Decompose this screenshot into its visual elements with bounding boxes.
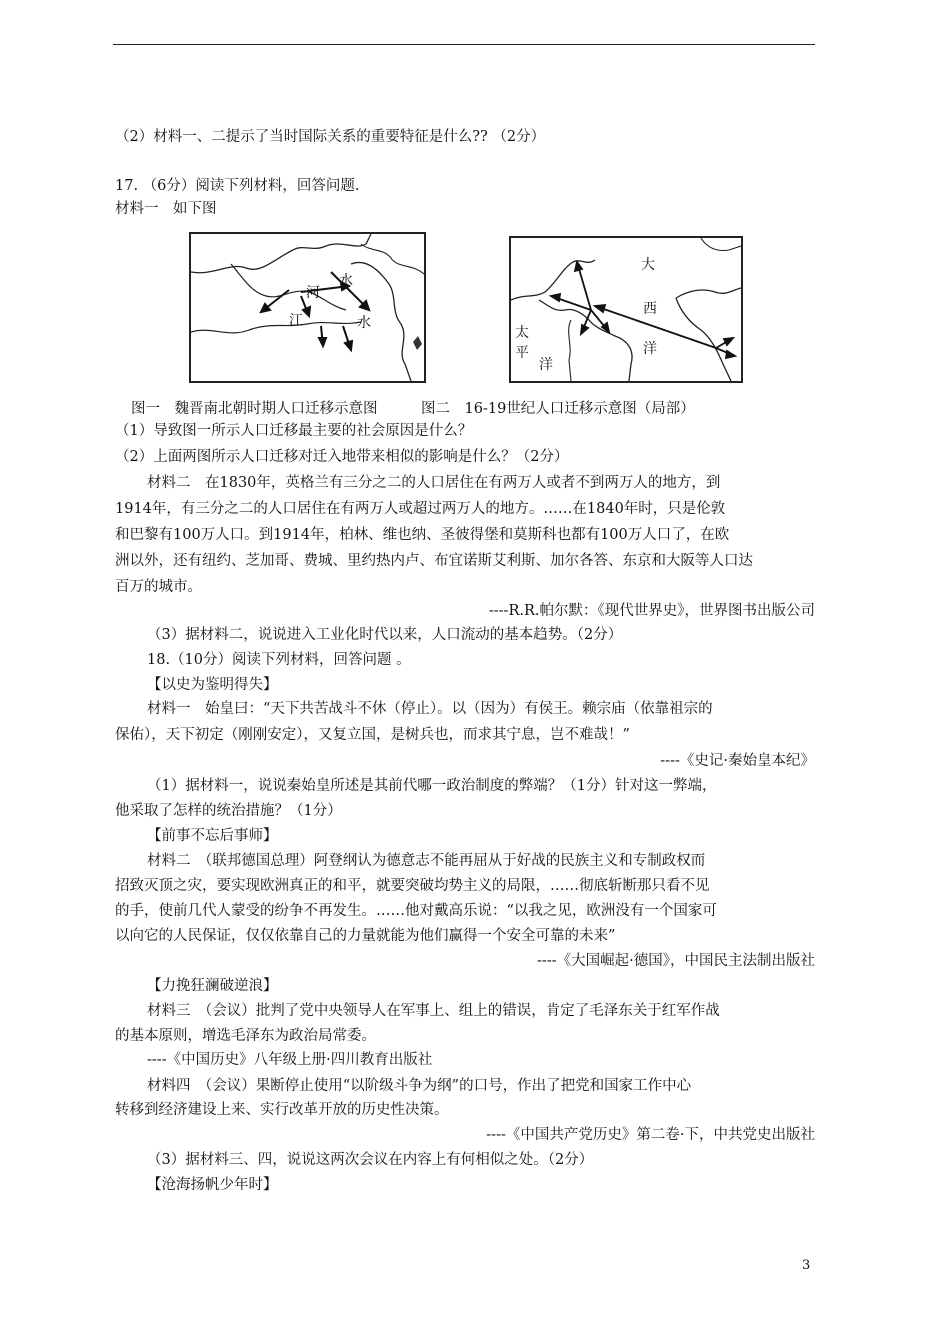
q18-material2-line: 以向它的人民保证，仅仅依靠自己的力量就能为他们赢得一个安全可靠的未来” bbox=[115, 928, 616, 944]
q16-sub2: （2）材料一、二提示了当时国际关系的重要特征是什么?? （2分） bbox=[115, 129, 546, 145]
q18-material4-source: ----《中国共产党历史》第二卷·下，中共党史出版社 bbox=[486, 1127, 815, 1143]
q18-sub3: （3）据材料三、四，说说这两次会议在内容上有何相似之处。（2分） bbox=[147, 1152, 594, 1168]
q18-material1-line: 保佑），天下初定（刚刚安定），又复立国，是树兵也，而求其宁息，岂不难哉！” bbox=[115, 727, 630, 743]
q18-material1-source: ----《史记·秦始皇本纪》 bbox=[660, 753, 815, 769]
q18-material4-line: 转移到经济建设上来、实行改革开放的历史性决策。 bbox=[115, 1102, 449, 1118]
figure-captions: 图一 魏晋南北朝时期人口迁移示意图 图二 16-19世纪人口迁移示意图（局部） bbox=[131, 401, 695, 417]
q17-sub3: （3）据材料二，说说进入工业化时代以来，人口流动的基本趋势。（2分） bbox=[147, 627, 623, 643]
q17-material2-source: ----R.R.帕尔默：《现代世界史》，世界图书出版公司 bbox=[488, 603, 815, 619]
map2-label-da: 大 bbox=[641, 257, 655, 273]
q18-material2-source: ----《大国崛起·德国》，中国民主法制出版社 bbox=[537, 953, 815, 969]
map1-label-shui1: 水 bbox=[339, 273, 353, 289]
map-figure-2 bbox=[509, 236, 743, 383]
q18-section2-heading: 【前事不忘后事师】 bbox=[147, 828, 278, 844]
q17-material2-line: 1914年，有三分之二的人口居住在有两万人或超过两万人的地方。……在1840年时，只是伦敦 bbox=[115, 501, 726, 517]
q17-material1-intro: 材料一 如下图 bbox=[115, 201, 217, 217]
map-figure-1 bbox=[189, 232, 426, 383]
map1-label-jiang: 江 bbox=[289, 313, 303, 329]
map1-label-shui2: 水 bbox=[357, 315, 371, 331]
map2-label-xi: 西 bbox=[643, 301, 657, 317]
map2-label-tai: 太 bbox=[515, 325, 529, 341]
map2-label-ping: 平 bbox=[515, 345, 529, 361]
q17-sub2: （2）上面两图所示人口迁移对迁入地带来相似的影响是什么？（2分） bbox=[115, 449, 569, 465]
q17-material2-line: 材料二 在1830年，英格兰有三分之二的人口居住在有两万人或者不到两万人的地方，到 bbox=[147, 475, 721, 491]
q18-material3-line: 的基本原则，增选毛泽东为政治局常委。 bbox=[115, 1028, 376, 1044]
map1-drawing bbox=[191, 234, 424, 381]
q17-sub1: （1）导致图一所示人口迁移最主要的社会原因是什么？ bbox=[115, 423, 473, 439]
q18-section3-heading: 【力挽狂澜破逆浪】 bbox=[147, 978, 278, 994]
q18-material4-line: 材料四 （会议）果断停止使用“以阶级斗争为纲”的口号，作出了把党和国家工作中心 bbox=[147, 1078, 692, 1094]
q18-material2-line: 材料二 （联邦德国总理）阿登纲认为德意志不能再屈从于好战的民族主义和专制政权而 bbox=[147, 853, 706, 869]
q18-header: 18.（10分）阅读下列材料，回答问题 。 bbox=[147, 652, 411, 668]
q17-material2-line: 洲以外，还有纽约、芝加哥、费城、里约热内卢、布宜诺斯艾利斯、加尔各答、东京和大阪等人口达 bbox=[115, 553, 753, 569]
page-number: 3 bbox=[802, 1258, 811, 1273]
q18-material3-line: 材料三 （会议）批判了党中央领导人在军事上、组上的错误，肯定了毛泽东关于红军作战 bbox=[147, 1003, 720, 1019]
q18-material2-line: 招致灭顶之灾，要实现欧洲真正的和平，就要突破均势主义的局限，……彻底斩断那只看不见 bbox=[115, 878, 710, 894]
header-rule bbox=[113, 44, 815, 45]
q18-section1-heading: 【以史为鉴明得失】 bbox=[147, 677, 278, 693]
map1-label-he: 河 bbox=[306, 285, 320, 301]
q17-header: 17. （6分）阅读下列材料，回答问题. bbox=[115, 178, 360, 194]
q18-section4-heading: 【沧海扬帆少年时】 bbox=[147, 1177, 278, 1193]
q18-material3-source: ----《中国历史》八年级上册·四川教育出版社 bbox=[147, 1052, 433, 1068]
q18-sub1-line: （1）据材料一，说说秦始皇所述是其前代哪一政治制度的弊端？（1分）针对这一弊端， bbox=[147, 778, 717, 794]
q17-material2-line: 百万的城市。 bbox=[115, 579, 202, 595]
q18-material1-line: 材料一 始皇曰：“天下共苦战斗不休（停止）。以（因为）有侯王。赖宗庙（依靠祖宗的 bbox=[147, 701, 713, 717]
q17-material2-line: 和巴黎有100万人口。到1914年，柏林、维也纳、圣彼得堡和莫斯科也都有100万人口了，在欧 bbox=[115, 527, 730, 543]
map2-label-yang-atlantic: 洋 bbox=[643, 341, 657, 357]
q18-sub1-line: 他采取了怎样的统治措施？（1分） bbox=[115, 803, 342, 819]
map2-label-yang-pacific: 洋 bbox=[539, 357, 553, 373]
q18-material2-line: 的手，使前几代人蒙受的纷争不再发生。……他对戴高乐说：“以我之见，欧洲没有一个国家可 bbox=[115, 903, 717, 919]
